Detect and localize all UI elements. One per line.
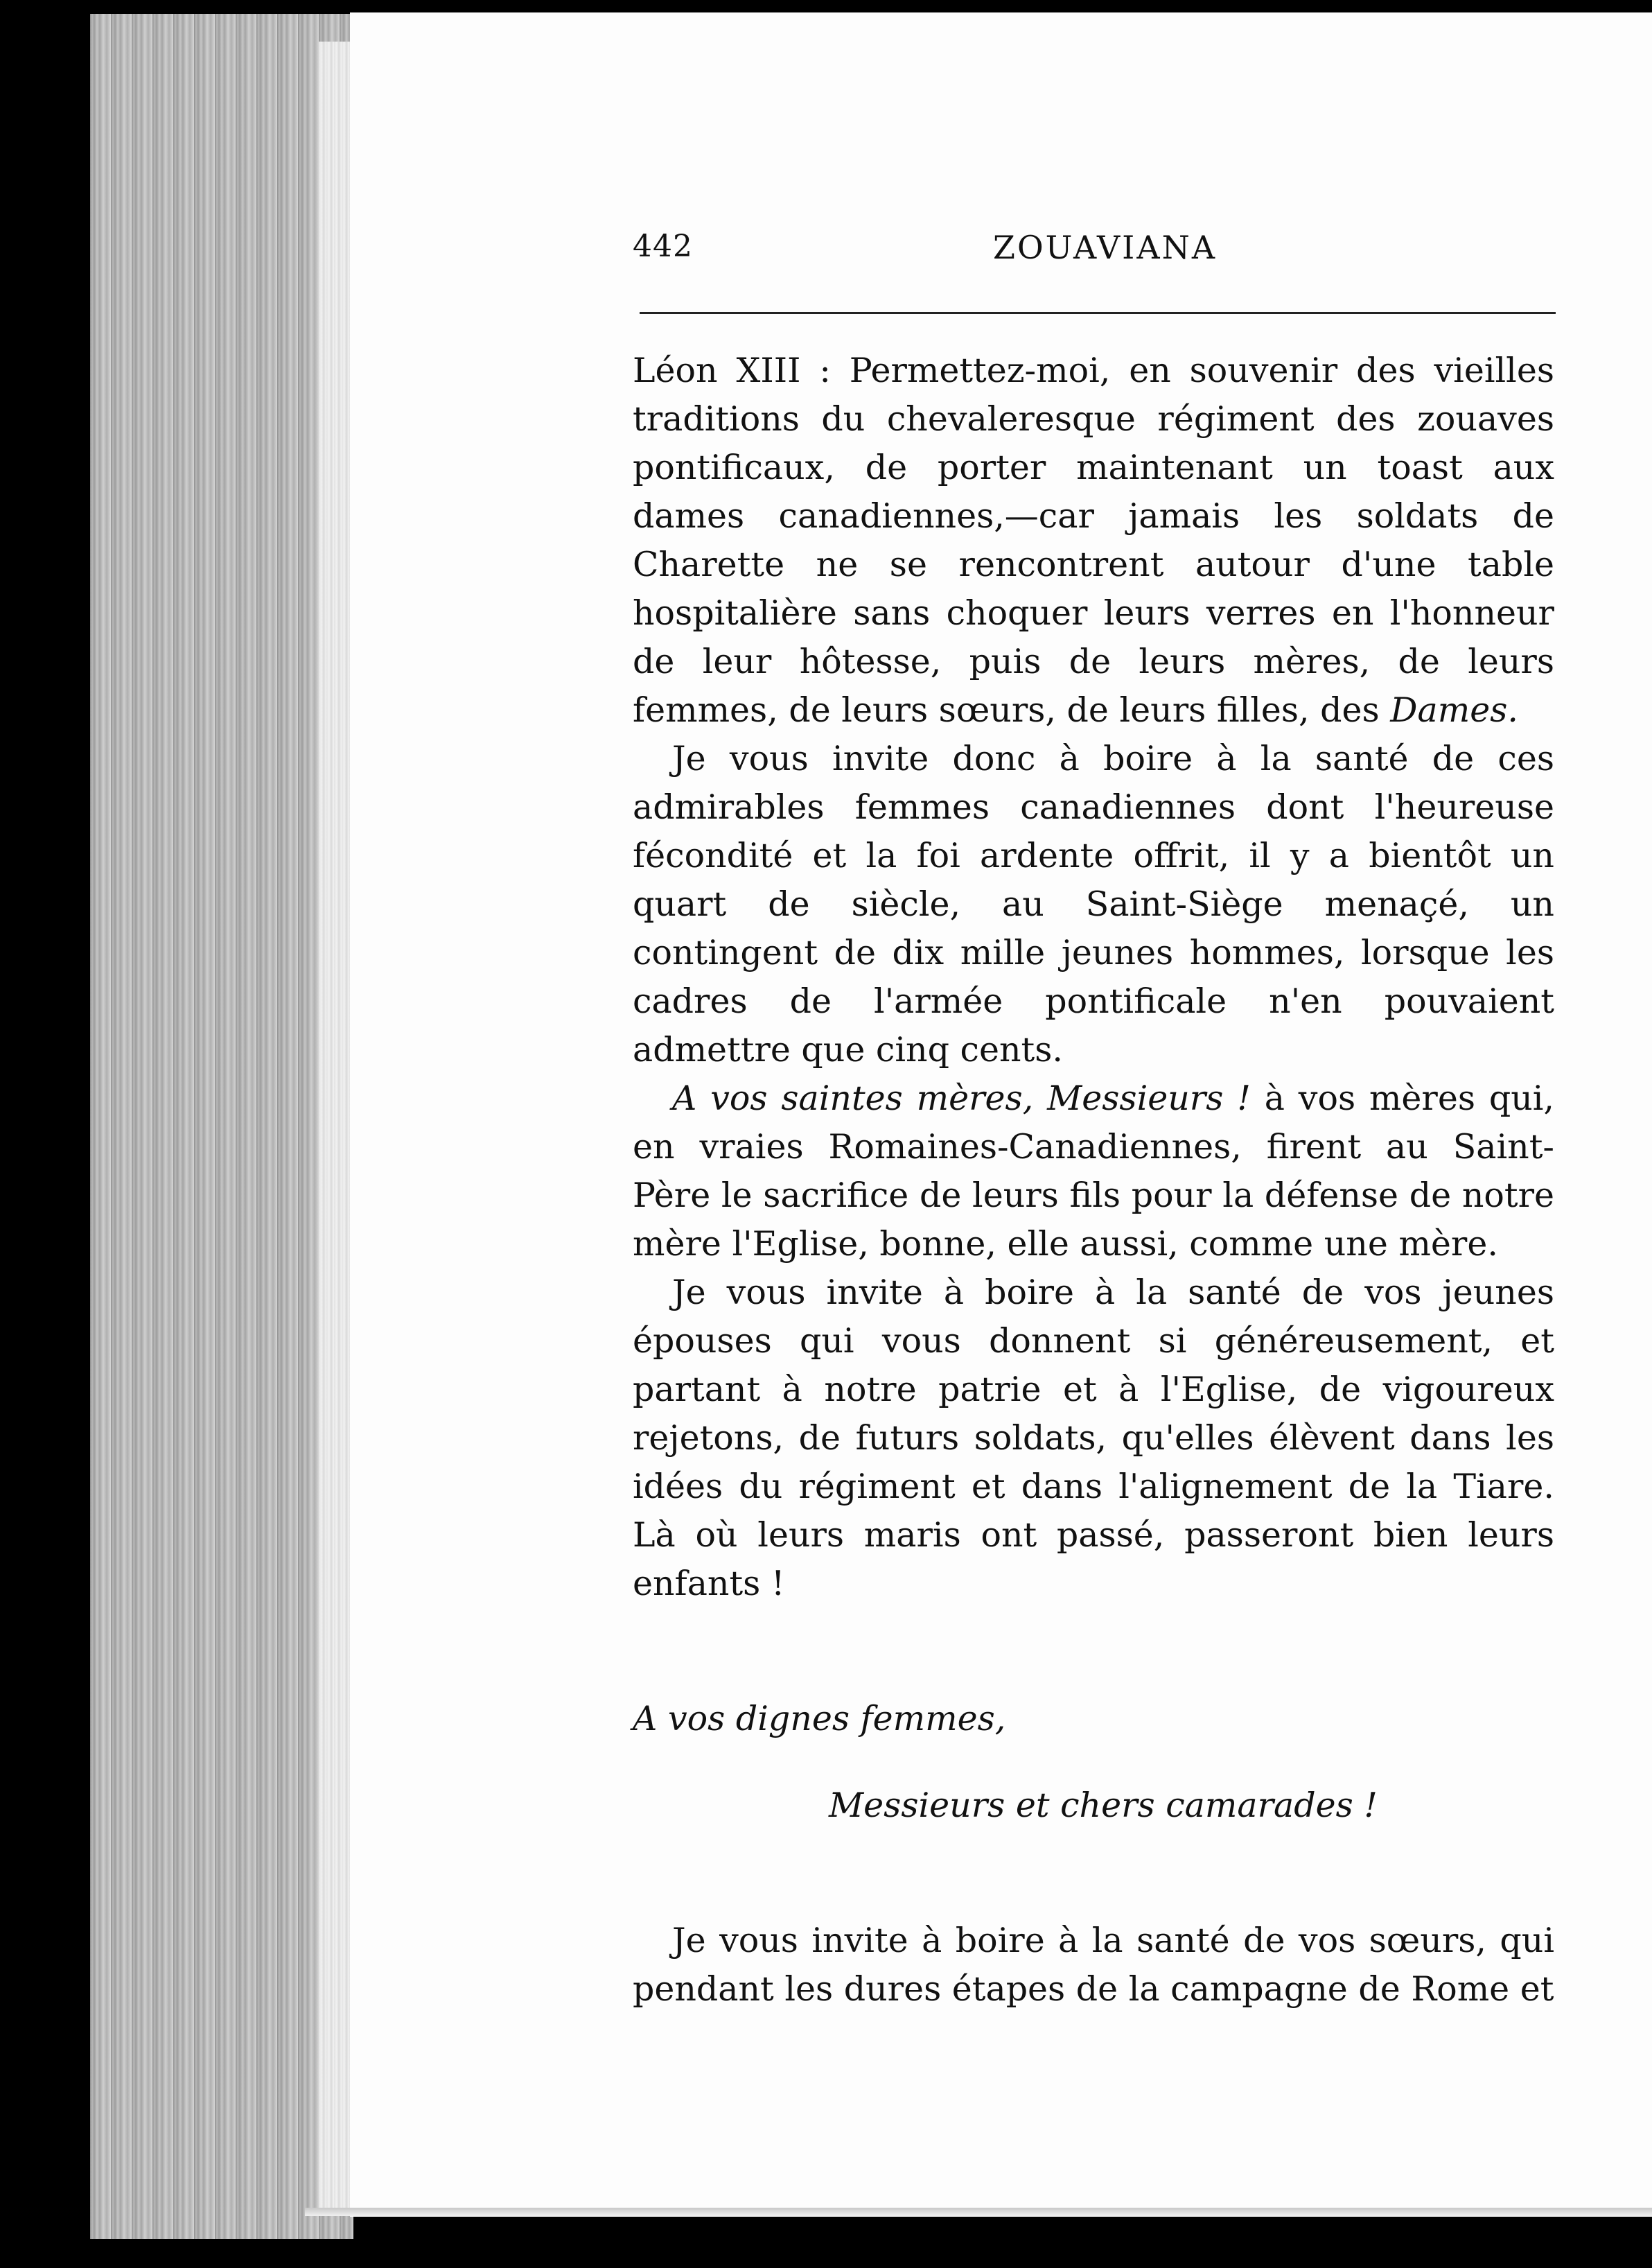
- paragraph-3-text: à vos mères qui, en vraies Romaines-Canadiennes, firent au Saint-Père le sacrifice de leurs fils pour la défense de notre mère l'Eglise, bonne, elle aussi, comme une mère.: [633, 1079, 1555, 1264]
- running-head: [633, 229, 1554, 270]
- page-block-edge: [90, 14, 353, 2239]
- page-bottom-edge: [305, 2208, 1652, 2216]
- toast-line-2: Messieurs et chers camarades !: [829, 1786, 1378, 1825]
- paragraph-4: Je vous invite à boire à la santé de vos jeunes épouses qui vous donnent si généreusement, et partant à notre patrie et à l'Eglise, de vigoureux rejetons, de futurs soldats, qu'elles élèvent dans les idées du régiment et dans l'alignement de la Tiare. Là où leurs maris ont passé, passeront bien leurs enfants !: [633, 1273, 1554, 1603]
- spacer: [633, 1743, 1554, 1781]
- spacer: [633, 1830, 1554, 1917]
- paragraph-3-italic: A vos saintes mères, Messieurs !: [672, 1079, 1251, 1118]
- running-title: ZOUAVIANA: [993, 229, 1218, 266]
- header-rule: [640, 312, 1556, 314]
- paragraph-1-italic: Dames.: [1390, 690, 1518, 730]
- paragraph-5: Je vous invite à boire à la santé de vos sœurs, qui pendant les dures étapes de la campagne de Rome et: [633, 1921, 1554, 2009]
- paragraph-1: [633, 347, 1554, 735]
- paragraph-1-text: Léon XIII : Permettez-moi, en souvenir des vieilles traditions du chevaleresque régiment des zouaves pontificaux, de porter maintenant un toast aux dames canadiennes,—car jamais les soldats de Charette ne se rencontrent autour d'une table hospitalière sans choquer leurs verres en l'honneur de leur hôtesse, puis de leurs mères, de leurs femmes, de leurs sœurs, de leurs filles, des: [633, 351, 1554, 730]
- page-number: 442: [633, 229, 693, 264]
- body-text: [633, 347, 1554, 2014]
- paragraph-2: Je vous invite donc à boire à la santé de ces admirables femmes canadiennes dont l'heureuse fécondité et la foi ardente offrit, il y a bientôt un quart de siècle, au Saint-Siège menaçé, un contingent de dix mille jeunes hommes, lorsque les cadres de l'armée pontificale n'en pouvaient admettre que cinq cents.: [633, 739, 1554, 1070]
- spacer: [633, 1608, 1554, 1695]
- toast-line-1: A vos dignes femmes,: [633, 1699, 1006, 1738]
- paragraph-3: [633, 1074, 1554, 1268]
